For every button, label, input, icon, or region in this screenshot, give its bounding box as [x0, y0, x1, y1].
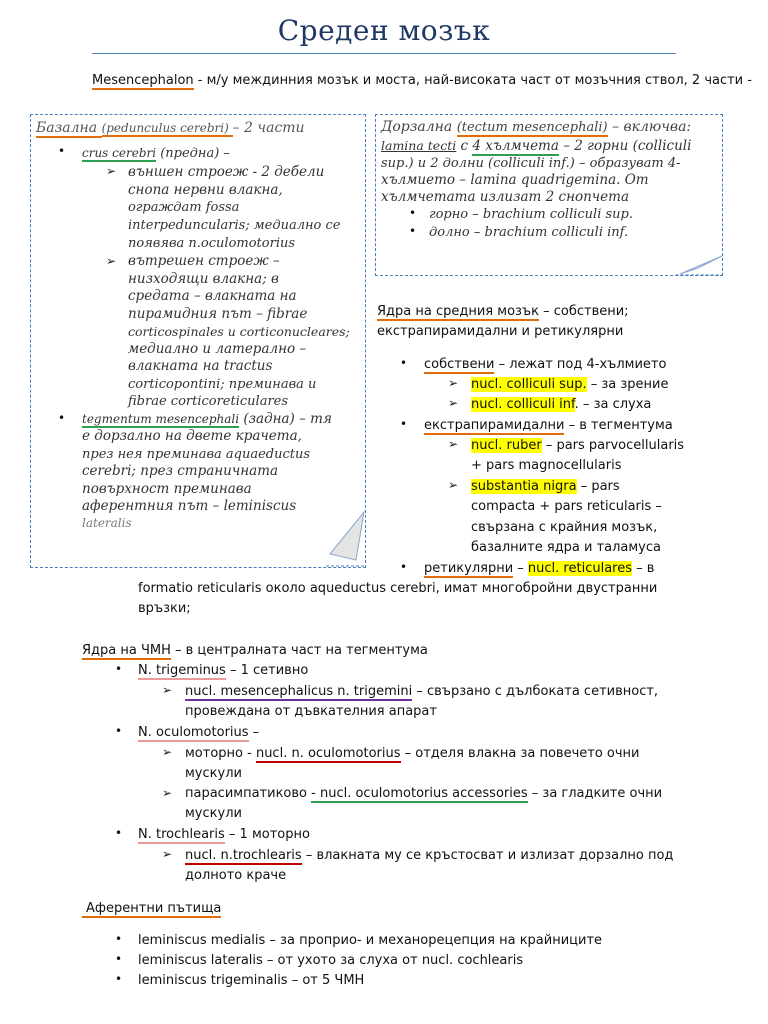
left-bullet-1: • crus cerebri (предна) –	[58, 144, 230, 161]
left-sub-1: ➢ външен строеж - 2 дебели снопа нервни влакна, ограждат fossa interpeduncularis; медиално се появява n.oculomotorius	[106, 164, 341, 251]
arrow-icon: ➢	[162, 745, 173, 759]
right-box-content: Дорзална (tectum mesencephali) – включва: lamina tecti с 4 хълмчета – 2 горни (colliculi sup.) и 2 долни (colliculi inf.) – образуват 4- хълмието – lamina quadrigemina. От хълмчетата излизат 2 снопчета • горно – brachium colliculi sup. • долно – brachium colliculi inf.	[381, 119, 692, 240]
arrow-icon: ➢	[162, 786, 173, 800]
left-sub-2: ➢ вътрешен строеж – низходящи влакна; в средата – влакната на пирамидния път – fibrae corticospinales и corticonucleares; медиално и латерално – влакната на tractus corticopontini; преминава и fibrae corticoreticulares	[106, 253, 350, 409]
page-title: Среден мозък	[277, 14, 491, 47]
afferent-heading: Аферентни пътища	[82, 899, 221, 919]
left-box-content	[36, 118, 356, 530]
nuclei-extra: екстрапирамидални – в тегментума	[424, 418, 673, 433]
page-curl-right	[676, 254, 724, 276]
arrow-icon: ➢	[162, 847, 173, 861]
tegmentum-term: tegmentum mesencephali	[82, 411, 240, 426]
nuclei-heading: Ядра на средния мозък – собствени;	[377, 304, 629, 319]
intro-line	[92, 71, 752, 91]
left-bullet-2: • tegmentum mesencephali (задна) – тя е дорзално на двете крачета, през нея преминава aquaeductus cerebri; през страничната повърхност преминава аферентния път – leminiscus lateralis	[58, 410, 332, 530]
intro-text: - м/у междинния мозък и моста, най-високата част от мозъчния ствол, 2 части -	[193, 73, 752, 88]
arrow-icon: ➢	[448, 437, 459, 451]
intro-term: Mesencephalon	[92, 73, 194, 88]
arrow-icon: ➢	[448, 396, 459, 410]
nuclei-ret: ретикулярни – nucl. reticulares – в	[424, 561, 655, 576]
arrow-icon: ➢	[106, 254, 117, 268]
cmn-heading: Ядра на ЧМН – в централната част на тегментума	[82, 643, 428, 658]
nuclei-own: собствени – лежат под 4-хълмието	[424, 357, 667, 372]
arrow-icon: ➢	[448, 478, 459, 492]
list-item: leminiscus trigeminalis – от 5 ЧМН	[138, 973, 365, 988]
crus-cerebri-term: crus cerebri	[82, 146, 157, 160]
list-item: leminiscus medialis – за проприо- и механорецепция на крайниците	[138, 933, 603, 948]
left-heading: Базална (pedunculus cerebri) – 2 части	[36, 120, 305, 136]
title-rule	[92, 53, 676, 54]
arrow-icon: ➢	[162, 683, 173, 697]
arrow-icon: ➢	[106, 164, 117, 178]
list-item: leminiscus lateralis – от ухото за слуха от nucl. cochlearis	[138, 953, 524, 968]
arrow-icon: ➢	[448, 376, 459, 390]
